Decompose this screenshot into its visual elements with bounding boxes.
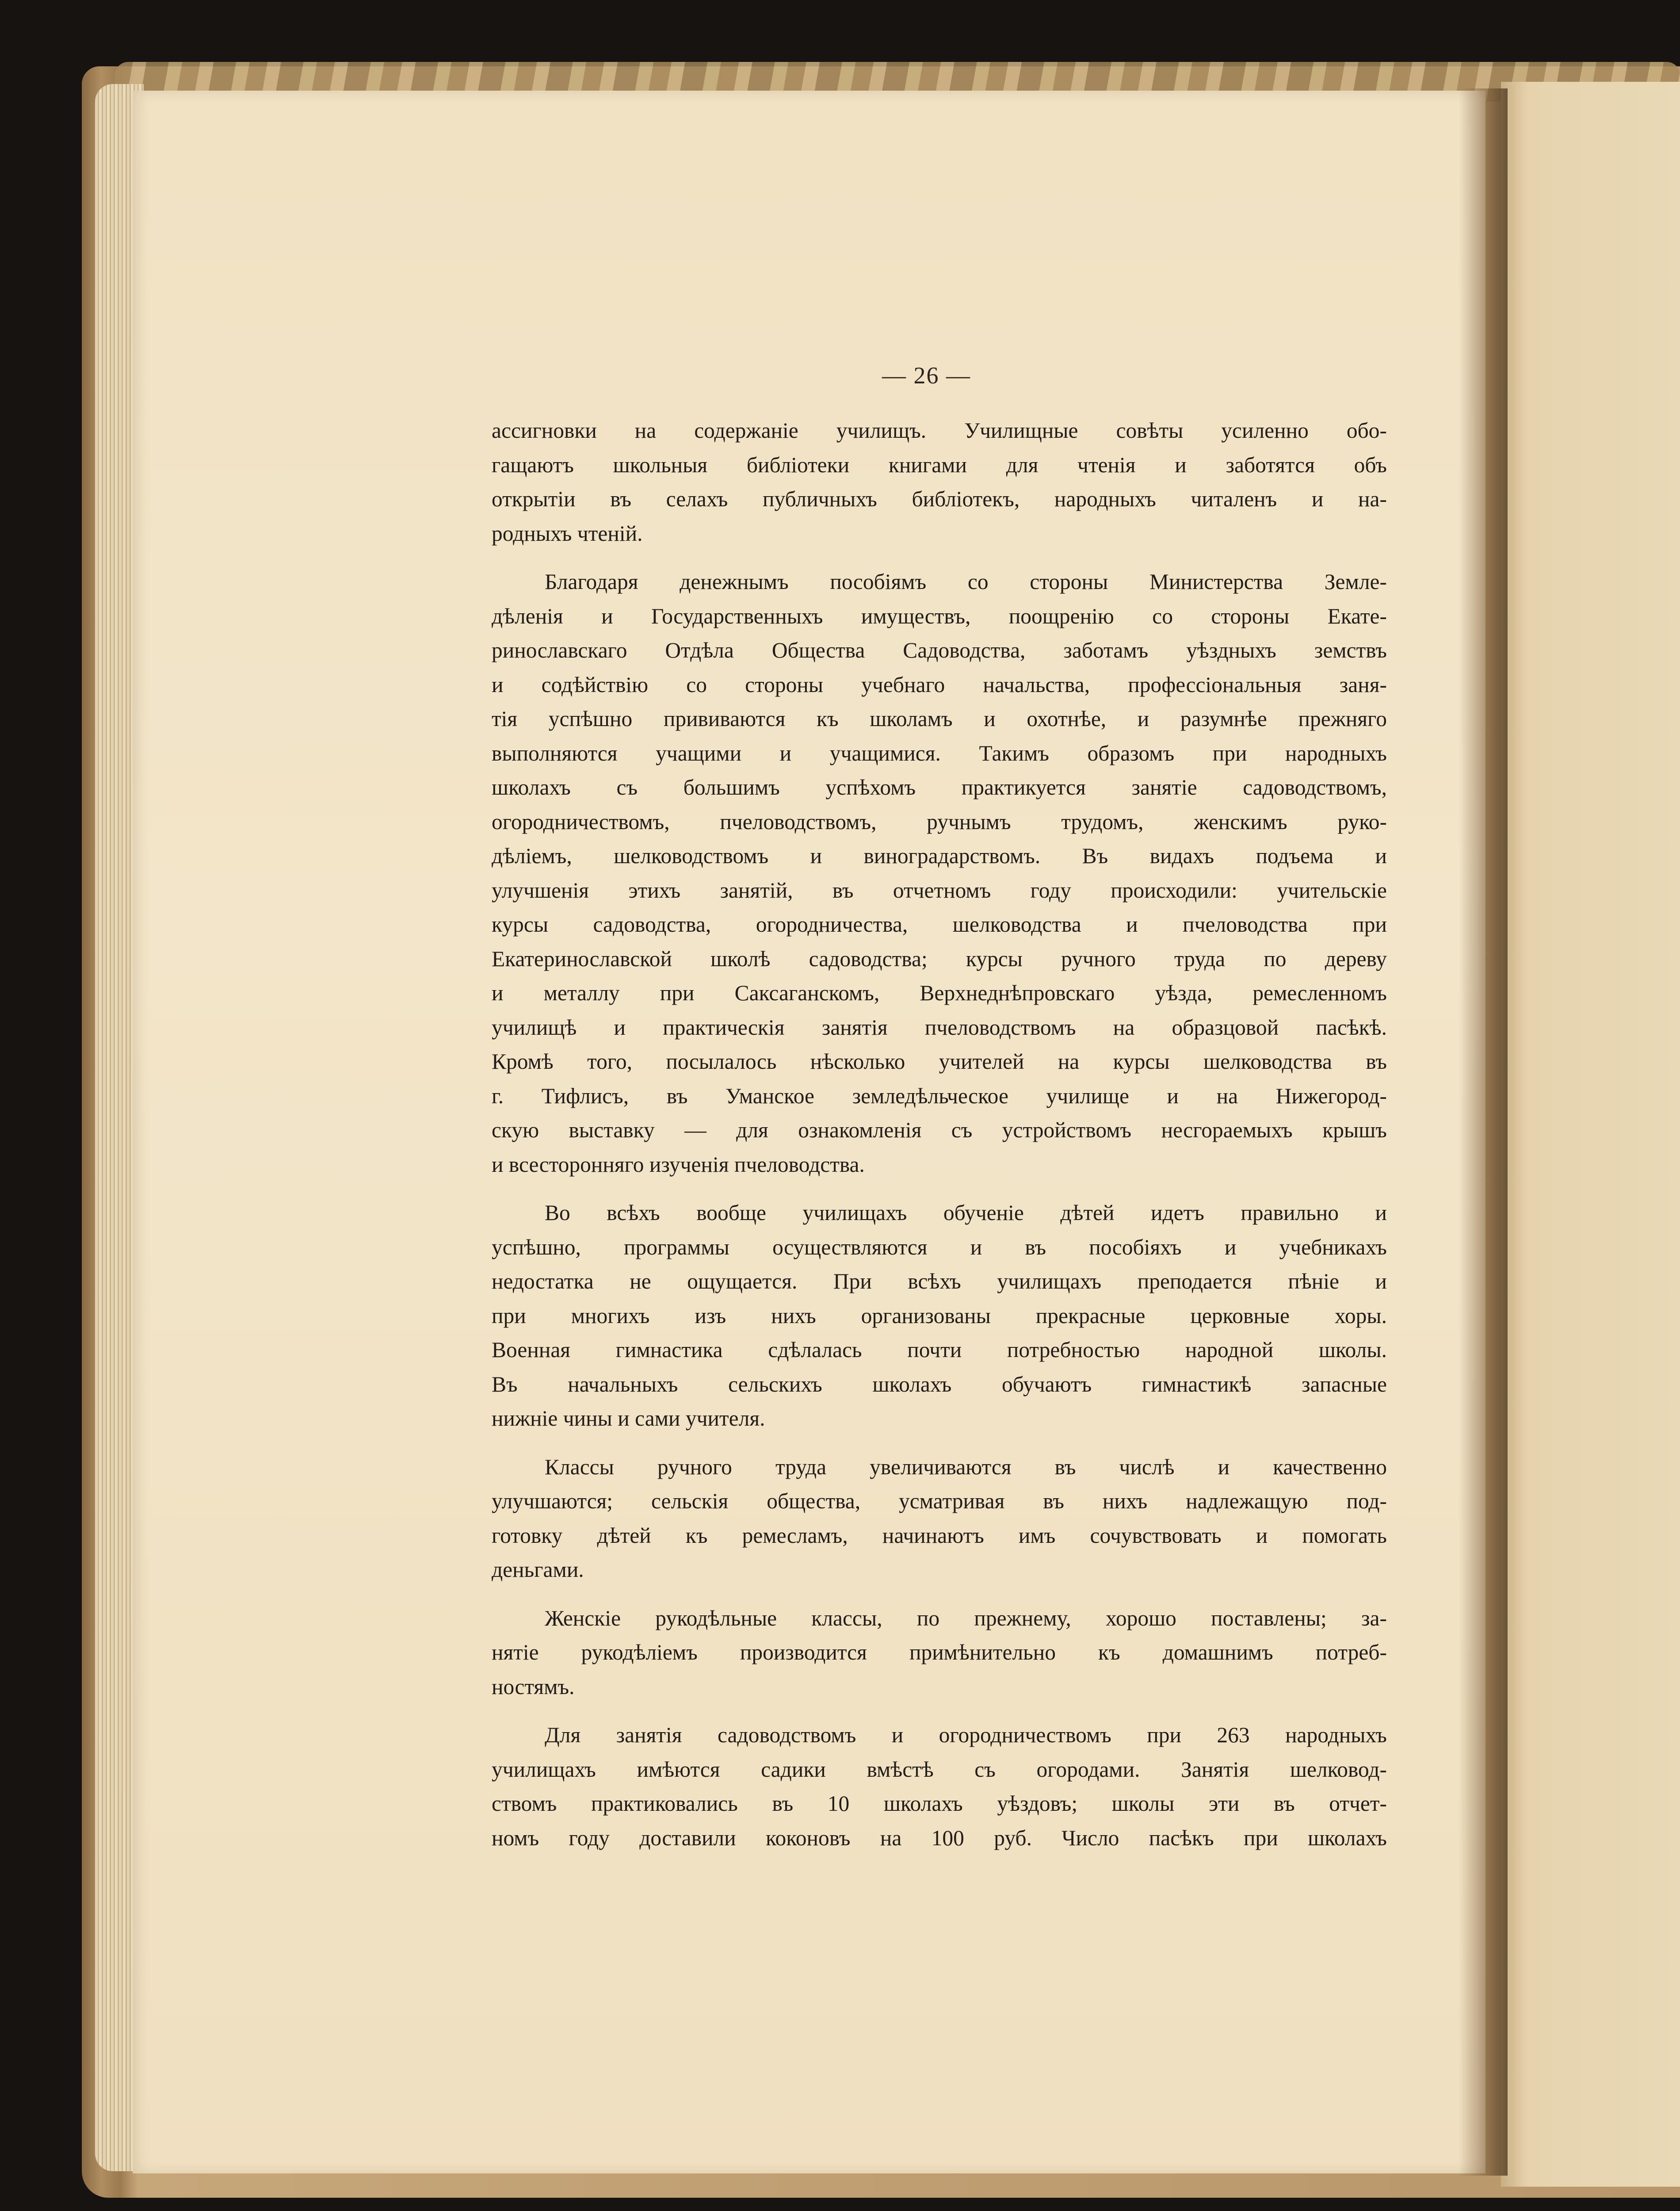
text-line: Кромѣ того, посылалось нѣсколько учителей на курсы шелководства въ [492, 1049, 1387, 1074]
text-line: Классы ручного труда увеличиваются въ числѣ и качественно [545, 1454, 1387, 1479]
text-line: Благодаря денежнымъ пособіямъ со стороны Министерства Земле- [545, 570, 1387, 594]
text-line: г. Тифлисъ, въ Уманское земледѣльческое училище и на Нижегород- [492, 1083, 1387, 1108]
text-line: деньгами. [492, 1557, 584, 1582]
text-line: Для занятія садоводствомъ и огородничествомъ при 263 народныхъ [545, 1723, 1387, 1747]
text-line: училищѣ и практическія занятія пчеловодствомъ на образцовой пасѣкѣ. [492, 1015, 1387, 1040]
text-line: открытіи въ селахъ публичныхъ библіотекъ, народныхъ читаленъ и на- [492, 487, 1387, 511]
page-number: — 26 — [882, 362, 971, 389]
text-line: школахъ съ большимъ успѣхомъ практикуется занятіе садоводствомъ, [492, 775, 1387, 799]
text-line: ассигновки на содержаніе училищъ. Училищные совѣты усиленно обо- [492, 418, 1387, 443]
text-line: гащаютъ школьныя библіотеки книгами для чтенія и заботятся объ [492, 452, 1387, 477]
text-line: дѣліемъ, шелководствомъ и виноградарствомъ. Въ видахъ подъема и [492, 844, 1387, 868]
text-line: успѣшно, программы осуществляются и въ пособіяхъ и учебникахъ [492, 1235, 1387, 1259]
text-line: Въ начальныхъ сельскихъ школахъ обучаютъ гимнастикѣ запасные [492, 1372, 1387, 1396]
text-line: выполняются учащими и учащимися. Такимъ образомъ при народныхъ [492, 741, 1387, 765]
text-line: ринославскаго Отдѣла Общества Садоводства, заботамъ уѣздныхъ земствъ [492, 638, 1387, 662]
text-line: и всесторонняго изученія пчеловодства. [492, 1152, 865, 1177]
text-line: Екатеринославской школѣ садоводства; курсы ручного труда по дереву [492, 946, 1387, 971]
text-line: и содѣйствію со стороны учебнаго начальства, профессіональныя заня- [492, 672, 1387, 697]
text-line: тія успѣшно прививаются къ школамъ и охотнѣе, и разумнѣе прежняго [492, 707, 1387, 731]
text-line: Во всѣхъ вообще училищахъ обученіе дѣтей идетъ правильно и [545, 1201, 1387, 1225]
text-line: номъ году доставили коконовъ на 100 руб. Число пасѣкъ при школахъ [492, 1825, 1387, 1850]
text-line: огородничествомъ, пчеловодствомъ, ручнымъ трудомъ, женскимъ руко- [492, 809, 1387, 834]
text-line: скую выставку — для ознакомленія съ устройствомъ несгораемыхъ крышъ [492, 1118, 1387, 1142]
text-line: Военная гимнастика сдѣлалась почти потребностью народной школы. [492, 1338, 1387, 1362]
paragraph-3 [492, 1196, 1387, 1436]
text-line: дѣленія и Государственныхъ имуществъ, поощренію со стороны Екате- [492, 604, 1387, 628]
paragraph-1 [492, 413, 1387, 551]
text-line: курсы садоводства, огородничества, шелководства и пчеловодства при [492, 912, 1387, 937]
text-line: родныхъ чтеній. [492, 521, 643, 546]
body-text [492, 413, 1387, 1855]
text-line: училищахъ имѣются садики вмѣстѣ съ огородами. Занятія шелковод- [492, 1757, 1387, 1782]
facing-page [1501, 82, 1680, 2187]
text-line: нижніе чины и сами учителя. [492, 1406, 765, 1431]
text-line: готовку дѣтей къ ремесламъ, начинаютъ имъ сочувствовать и помогать [492, 1523, 1387, 1548]
text-line: недостатка не ощущается. При всѣхъ училищахъ преподается пѣніе и [492, 1269, 1387, 1293]
text-line: улучшаются; сельскія общества, усматривая въ нихъ надлежащую под- [492, 1489, 1387, 1513]
text-line: и металлу при Саксаганскомъ, Верхнеднѣпровскаго уѣзда, ремесленномъ [492, 981, 1387, 1005]
text-line: ностямъ. [492, 1674, 575, 1699]
paragraph-4 [492, 1450, 1387, 1587]
text-line: Женскіе рукодѣльные классы, по прежнему, хорошо поставлены; за- [545, 1606, 1387, 1630]
text-line: нятіе рукодѣліемъ производится примѣнительно къ домашнимъ потреб- [492, 1640, 1387, 1664]
text-line: при многихъ изъ нихъ организованы прекрасные церковные хоры. [492, 1303, 1387, 1328]
text-line: улучшенія этихъ занятій, въ отчетномъ году происходили: учительскіе [492, 878, 1387, 903]
paragraph-2 [492, 565, 1387, 1182]
text-line: ствомъ практиковались въ 10 школахъ уѣздовъ; школы эти въ отчет- [492, 1791, 1387, 1816]
page-gutter [1459, 88, 1508, 2176]
paragraph-6 [492, 1718, 1387, 1855]
paragraph-5 [492, 1601, 1387, 1704]
